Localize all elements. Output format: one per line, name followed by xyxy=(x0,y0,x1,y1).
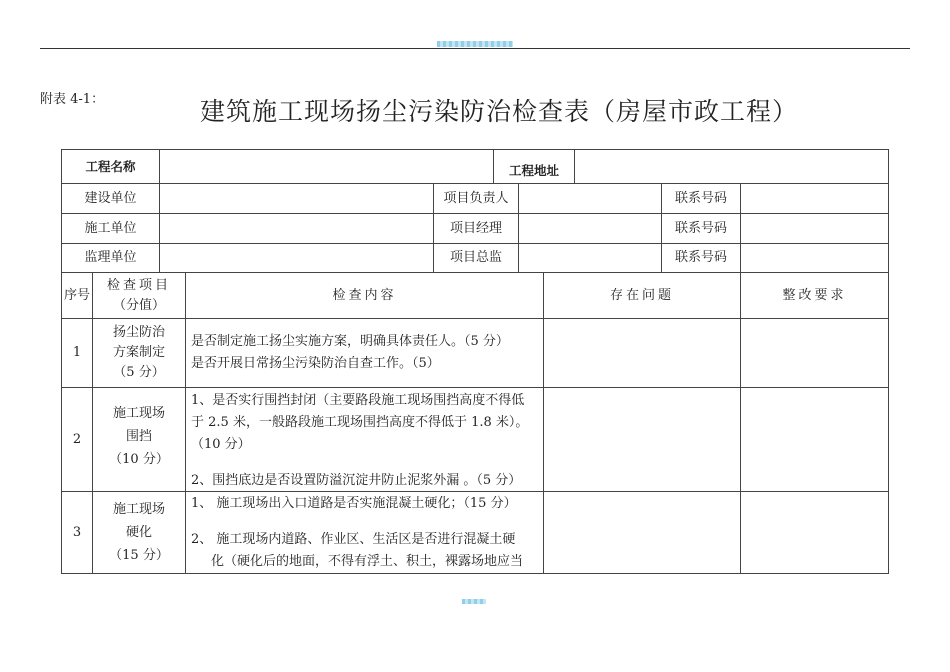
row-content-line: （10 分） xyxy=(191,437,251,452)
project-name-label: 工程名称 xyxy=(85,158,136,174)
row-rectification-field[interactable] xyxy=(741,319,888,387)
row-content-line: 是否开展日常扬尘污染防治自查工作。（5） xyxy=(191,356,440,371)
supervisor-label: 监理单位 xyxy=(84,250,137,265)
page-title: 建筑施工现场扬尘污染防治检查表（房屋市政工程） xyxy=(200,97,799,126)
row-content-line: 1、 施工现场出入口道路是否实施混凝土硬化；（15 分） xyxy=(191,496,517,511)
row-number: 3 xyxy=(72,524,82,540)
builder-leader-label: 项目负责人 xyxy=(443,190,509,206)
row-content-line: 2、 施工现场内道路、作业区、生活区是否进行混凝土硬 xyxy=(191,532,516,547)
row-content-line: 于 2.5 米，一般路段施工现场围挡高度不得低于 1.8 米）。 xyxy=(191,415,529,430)
project-address-field[interactable] xyxy=(575,150,888,183)
builder-leader-field[interactable] xyxy=(519,184,661,213)
header-rule xyxy=(40,48,910,49)
appendix-label: 附表 4-1： xyxy=(40,92,105,107)
contractor-phone-field[interactable] xyxy=(741,214,888,243)
row-content xyxy=(191,390,541,492)
row-content xyxy=(191,493,541,573)
row-item-line: 方案制定 xyxy=(112,345,165,360)
col-item-header-line2: （分值） xyxy=(112,297,165,313)
supervisor-phone-field[interactable] xyxy=(741,244,888,272)
row-item-line: 施工现场 xyxy=(112,501,165,517)
contractor-phone-label: 联系号码 xyxy=(674,220,727,236)
row-number: 1 xyxy=(72,345,82,360)
row-item xyxy=(93,319,185,387)
project-address-label: 工程地址 xyxy=(508,162,559,178)
row-content-line: 是否制定施工扬尘实施方案，明确具体责任人。（5 分） xyxy=(191,334,509,349)
col-content-header: 检查内容 xyxy=(332,287,397,303)
footer-watermark xyxy=(462,599,486,604)
row-problems-field[interactable] xyxy=(544,492,740,573)
supervisor-phone-label: 联系号码 xyxy=(674,250,727,265)
col-item-header xyxy=(93,273,185,318)
row-content xyxy=(191,331,541,375)
builder-field[interactable] xyxy=(160,184,433,213)
row-item-line: 硬化 xyxy=(125,524,152,540)
row-item-line: （10 分） xyxy=(109,451,169,467)
header-watermark xyxy=(437,41,513,47)
col-item-header-line1: 检查项目 xyxy=(106,277,171,293)
contractor-field[interactable] xyxy=(160,214,433,243)
row-item xyxy=(93,396,185,476)
row-problems-field[interactable] xyxy=(544,388,740,491)
supervisor-field[interactable] xyxy=(160,244,433,272)
supervisor-chief-label: 项目总监 xyxy=(449,250,502,265)
row-content-line: 1、是否实行围挡封闭（主要路段施工现场围挡高度不得低 xyxy=(191,393,525,408)
contractor-label: 施工单位 xyxy=(84,220,137,236)
builder-label: 建设单位 xyxy=(84,190,137,206)
builder-phone-field[interactable] xyxy=(741,184,888,213)
project-name-field[interactable] xyxy=(160,150,493,183)
row-item-line: 施工现场 xyxy=(112,405,165,421)
row-number: 2 xyxy=(72,431,82,447)
row-item-line: 扬尘防治 xyxy=(112,325,165,340)
col-no-header: 序号 xyxy=(63,287,90,303)
row-content-line: 化（硬化后的地面，不得有浮土、积土，裸露场地应当 xyxy=(211,554,524,569)
row-item-line: 围挡 xyxy=(125,428,152,444)
col-problems-header: 存在问题 xyxy=(609,287,674,303)
row-item xyxy=(93,496,185,568)
contractor-manager-label: 项目经理 xyxy=(449,220,502,236)
row-rectification-field[interactable] xyxy=(741,388,888,491)
supervisor-chief-field[interactable] xyxy=(519,244,661,272)
contractor-manager-field[interactable] xyxy=(519,214,661,243)
row-item-line: （15 分） xyxy=(109,547,169,563)
col-rectification-header: 整改要求 xyxy=(782,287,847,303)
row-problems-field[interactable] xyxy=(544,319,740,387)
row-content-line: 2、围挡底边是否设置防溢沉淀井防止泥浆外漏 。（5 分） xyxy=(191,473,522,488)
builder-phone-label: 联系号码 xyxy=(674,190,727,206)
row-rectification-field[interactable] xyxy=(741,492,888,573)
row-item-line: （5 分） xyxy=(113,365,165,380)
